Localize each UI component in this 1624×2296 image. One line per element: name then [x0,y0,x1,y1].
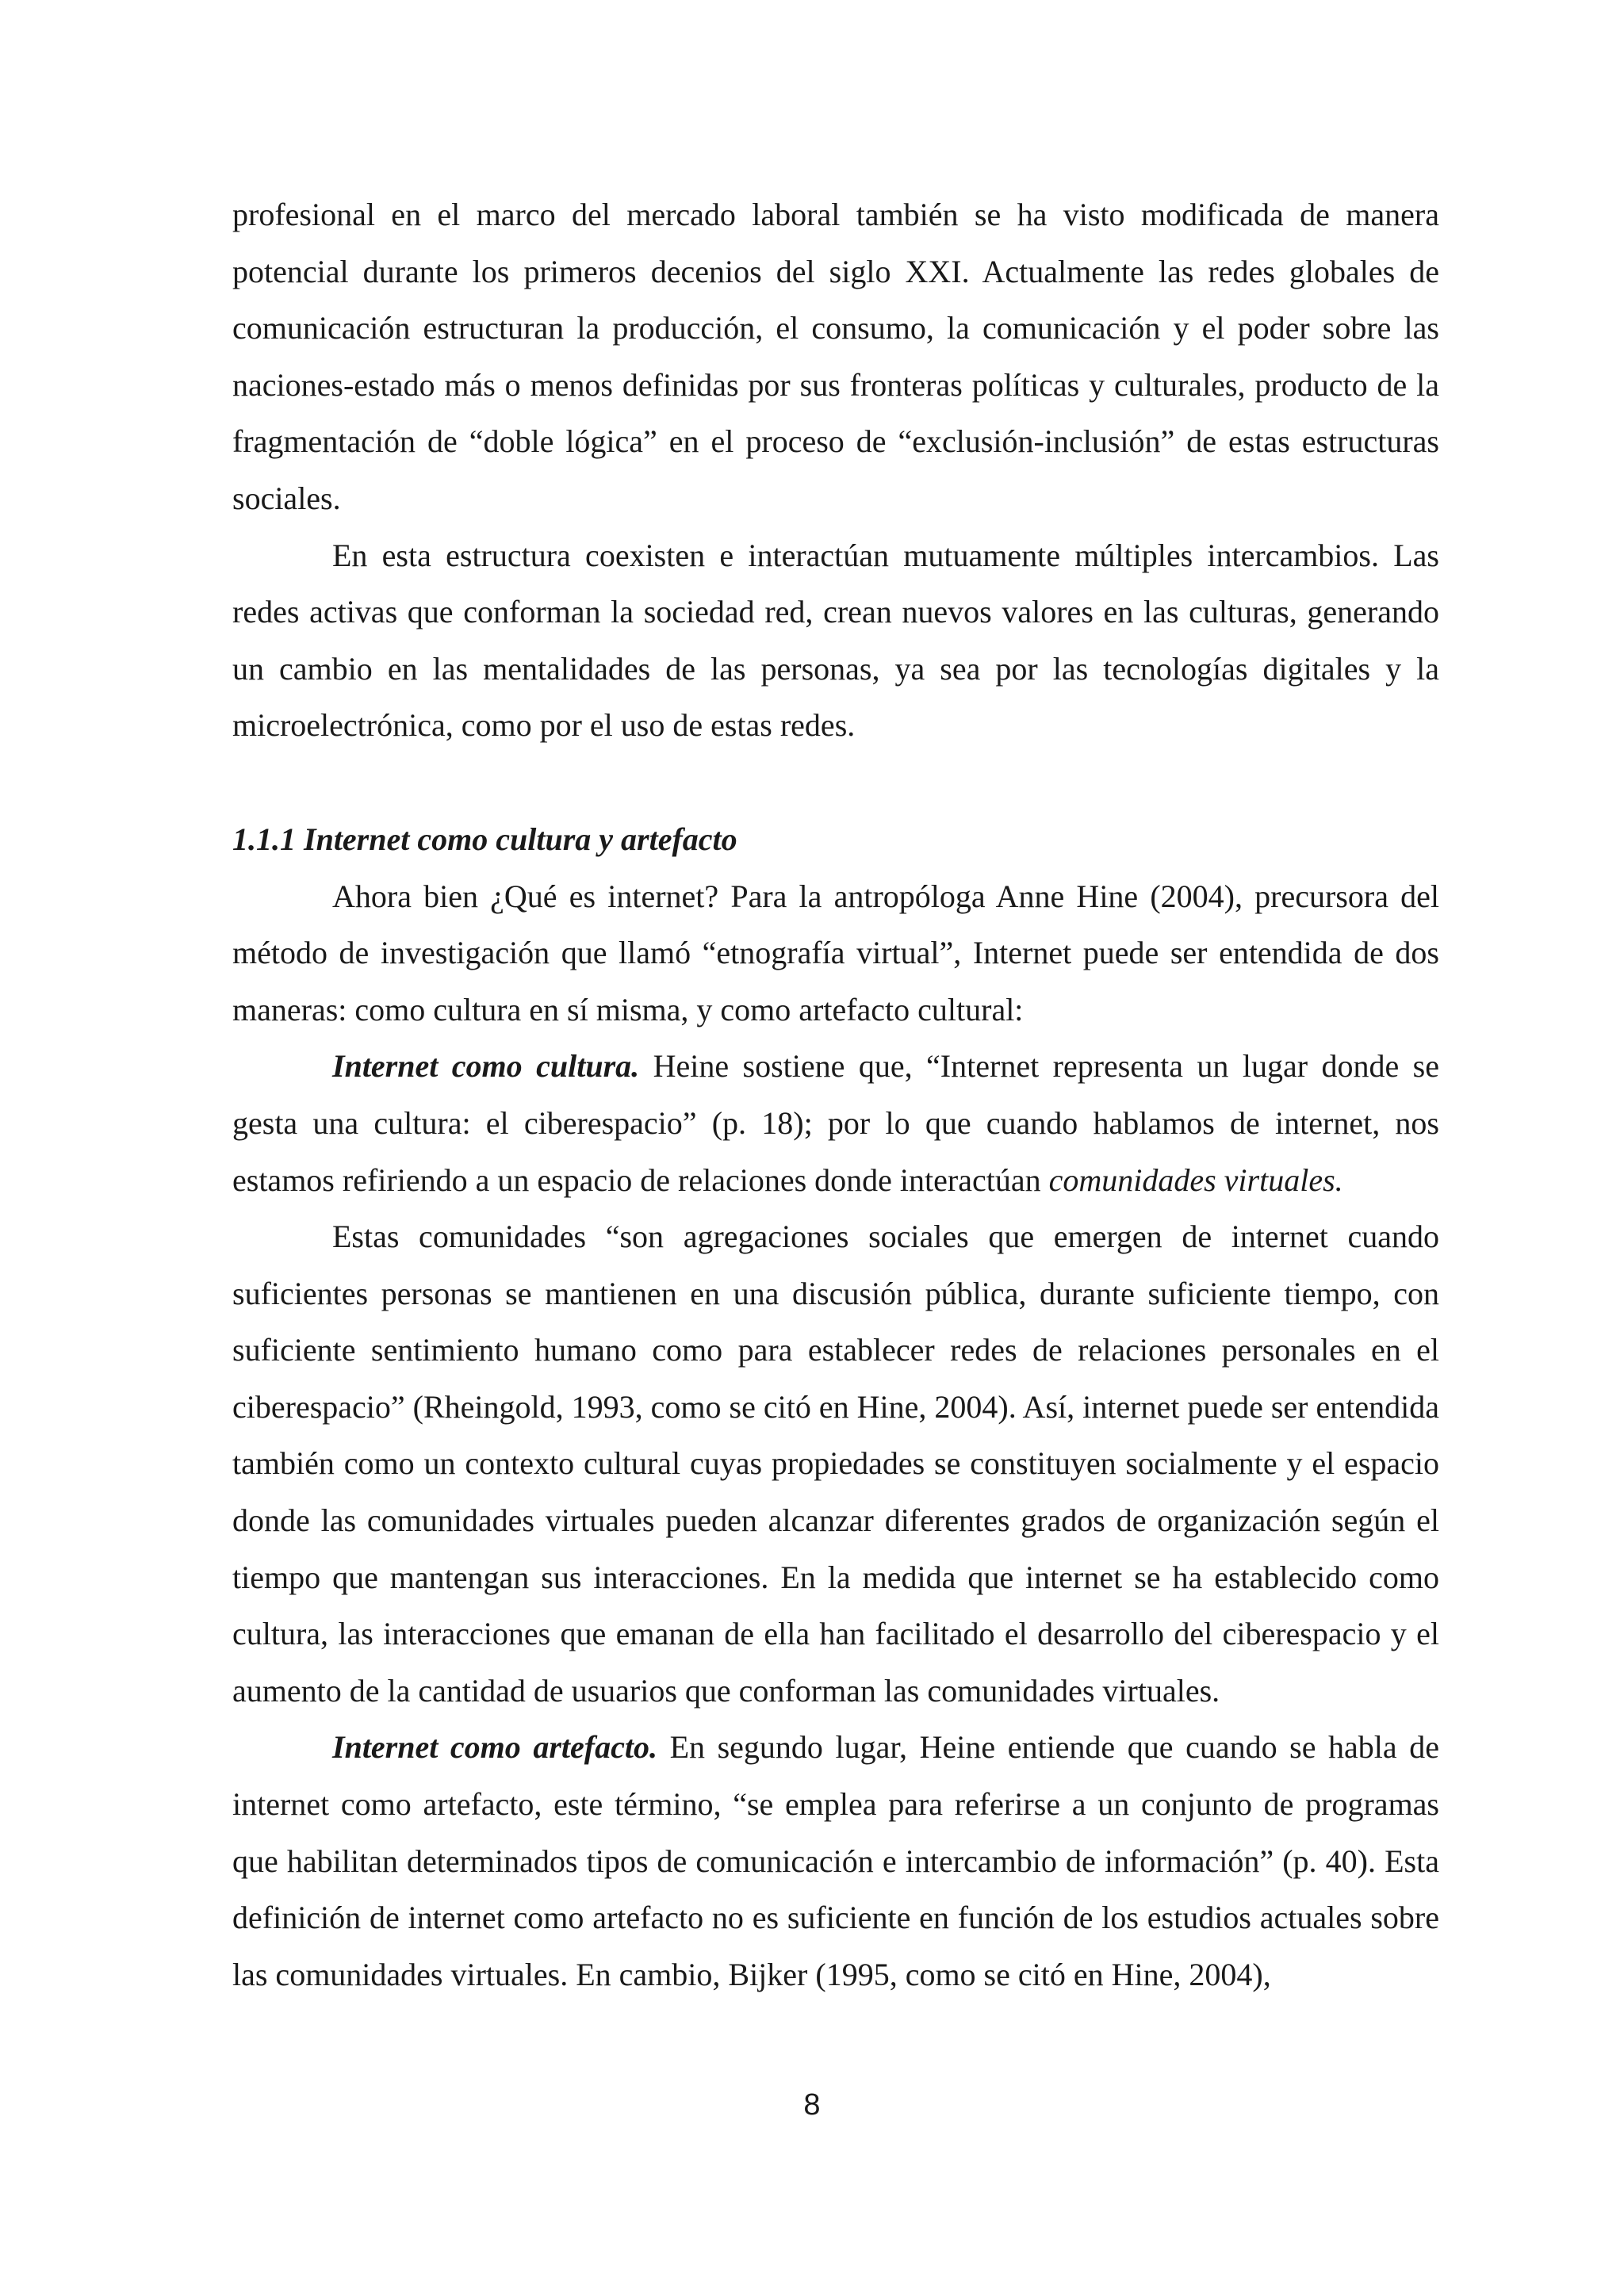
paragraph-4-italic: comunidades virtuales. [1048,1161,1343,1198]
paragraph-4-text: Heine sostiene que, “Internet representa un lugar donde se gesta una cultura: el ciberespacio” (p. 18); por lo que cuando hablamos de internet, nos estamos refiriendo a un espacio de relaciones donde interactúan [232,1048,1440,1198]
section-heading: 1.1.1 Internet como cultura y artefacto [232,821,737,857]
paragraph-2: En esta estructura coexisten e interactúan mutuamente múltiples intercambios. Las redes activas que conforman la sociedad red, crean nuevos valores en las culturas, generando un cambio en las mentalidades de las personas, ya sea por las tecnologías digitales y la microelectrónica, como por el uso de estas redes. [232,537,1439,744]
paragraph-1: profesional en el marco del mercado laboral también se ha visto modificada de manera potencial durante los primeros decenios del siglo XXI. Actualmente las redes globales de comunicación estructuran la producción, el consumo, la comunicación y el poder sobre las naciones-estado más o menos definidas por sus fronteras políticas y culturales, producto de la fragmentación de “doble lógica” en el proceso de “exclusión-inclusión” de estas estructuras sociales. [232,197,1439,516]
paragraph-3: Ahora bien ¿Qué es internet? Para la antropóloga Anne Hine (2004), precursora del método de investigación que llamó “etnografía virtual”, Internet puede ser entendida de dos maneras: como cultura en sí misma, y como artefacto cultural: [232,878,1439,1027]
page-body [232,186,1439,2003]
paragraph-4-lead: Internet como cultura. [332,1048,640,1085]
paragraph-6-text: En segundo lugar, Heine entiende que cuando se habla de internet como artefacto, este término, “se emplea para referirse a un conjunto de programas que habilitan determinados tipos de comunicación e intercambio de información” (p. 40). Esta definición de internet como artefacto no es suficiente en función de los estudios actuales sobre las comunidades virtuales. En cambio, Bijker (1995, como se citó en Hine, 2004), [232,1729,1439,1992]
paragraph-5: Estas comunidades “son agregaciones sociales que emergen de internet cuando suficientes personas se mantienen en una discusión pública, durante suficiente tiempo, con suficiente sentimiento humano como para establecer redes de relaciones personales en el ciberespacio” (Rheingold, 1993, como se citó en Hine, 2004). Así, internet puede ser entendida también como un contexto cultural cuyas propiedades se constituyen socialmente y el espacio donde las comunidades virtuales pueden alcanzar diferentes grados de organización según el tiempo que mantengan sus interacciones. En la medida que internet se ha establecido como cultura, las interacciones que emanan de ella han facilitado el desarrollo del ciberespacio y el aumento de la cantidad de usuarios que conforman las comunidades virtuales. [232,1219,1439,1709]
page-number: 8 [803,2088,821,2122]
paragraph-4 [232,1038,1439,1208]
paragraph-6-lead: Internet como artefacto. [332,1729,657,1766]
paragraph-6 [232,1719,1439,2003]
